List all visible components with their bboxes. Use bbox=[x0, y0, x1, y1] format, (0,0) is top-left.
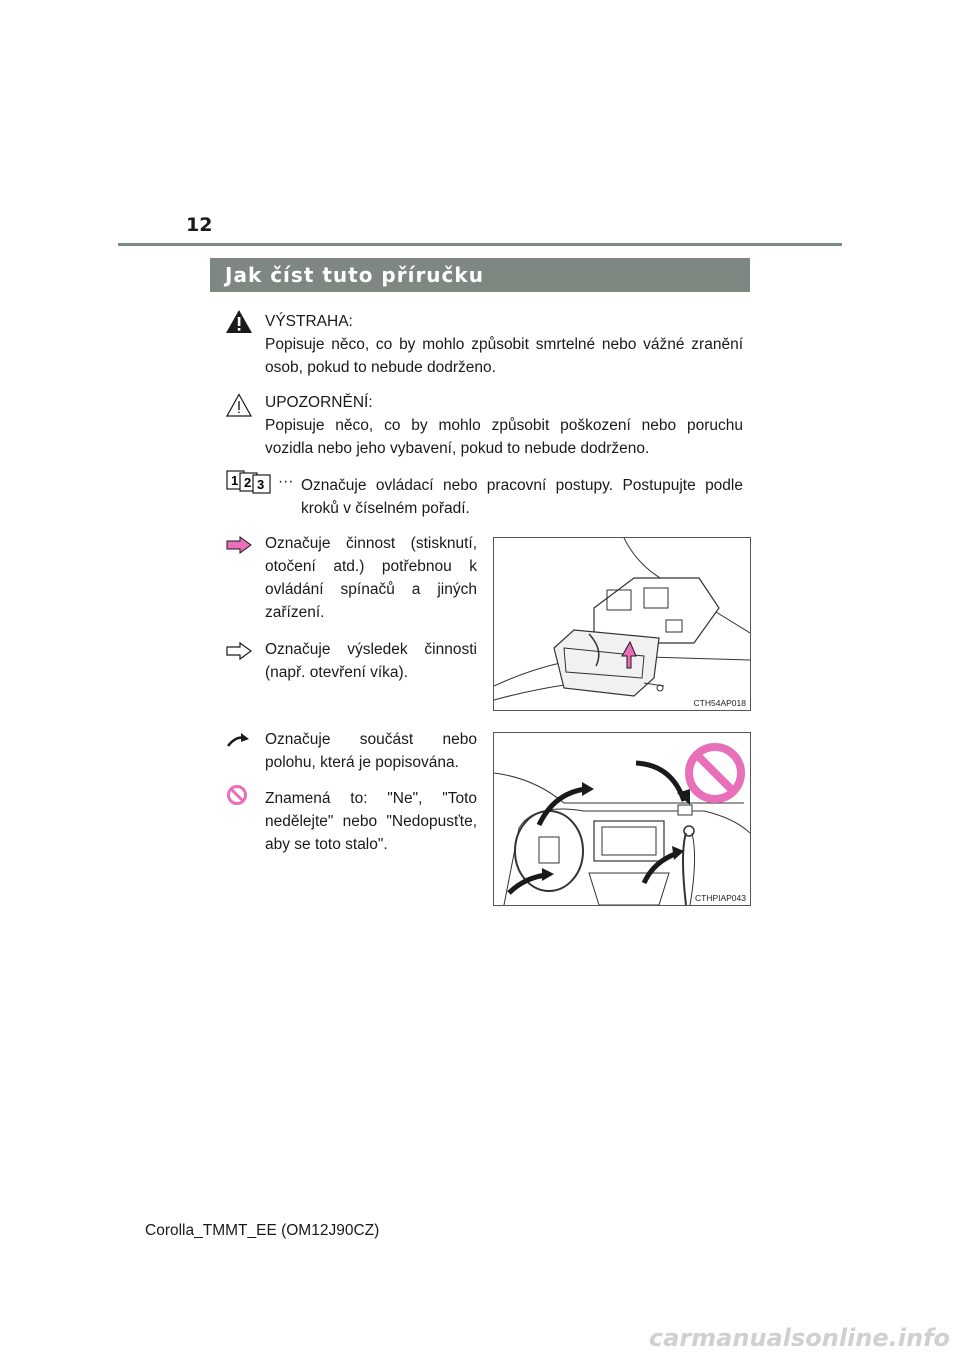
page-number: 12 bbox=[186, 214, 213, 236]
notice-title: UPOZORNĚNÍ: bbox=[265, 394, 373, 411]
warning-icon bbox=[225, 309, 253, 334]
step-digit-3: 3 bbox=[257, 477, 265, 492]
watermark: carmanualsonline.info bbox=[648, 1324, 950, 1352]
steps-icon bbox=[226, 470, 276, 494]
warning-block bbox=[265, 310, 743, 379]
step-digit-2: 2 bbox=[244, 475, 252, 490]
figure-code: CTH54AP018 bbox=[693, 698, 746, 708]
prohibited-text: Znamená to: "Ne", "Toto nedělejte" nebo "Nedopusťte, aby se toto stalo". bbox=[265, 790, 477, 853]
footer-text: Corolla_TMMT_EE (OM12J90CZ) bbox=[145, 1222, 380, 1239]
steps-dots: ··· bbox=[278, 473, 294, 490]
prohibited-icon bbox=[226, 784, 248, 806]
notice-block bbox=[265, 391, 743, 460]
result-arrow-icon bbox=[226, 642, 252, 660]
pointer-text: Označuje součást nebo polohu, která je popisována. bbox=[265, 731, 477, 771]
overhead-console-illustration bbox=[494, 538, 750, 710]
step-digit-1: 1 bbox=[231, 473, 239, 488]
dashboard-illustration bbox=[494, 733, 750, 905]
caution-icon bbox=[226, 393, 252, 417]
steps-text: Označuje ovládací nebo pracovní postupy. Postupujte podle kroků v číselném pořadí. bbox=[301, 477, 743, 517]
figure-code: CTHPIAP043 bbox=[694, 893, 746, 903]
action-arrow-icon bbox=[226, 536, 252, 554]
dashboard-figure bbox=[493, 732, 751, 906]
warning-title: VÝSTRAHA: bbox=[265, 313, 353, 330]
warning-text: Popisuje něco, co by mohlo způsobit smrtelné nebo vážné zranění osob, pokud to nebude dodrženo. bbox=[265, 336, 743, 376]
notice-text: Popisuje něco, co by mohlo způsobit poškození nebo poruchu vozidla nebo jeho vybavení, pokud to nebude dodrženo. bbox=[265, 417, 743, 457]
action-arrow-text: Označuje činnost (stisknutí, otočení atd.) potřebnou k ovládání spínačů a jiných zařízení. bbox=[265, 535, 477, 621]
overhead-console-figure bbox=[493, 537, 751, 711]
header-rule bbox=[118, 243, 842, 246]
pointer-arrow-icon bbox=[226, 732, 250, 748]
section-title: Jak číst tuto příručku bbox=[210, 258, 750, 292]
result-arrow-text: Označuje výsledek činnosti (např. otevření víka). bbox=[265, 641, 477, 681]
